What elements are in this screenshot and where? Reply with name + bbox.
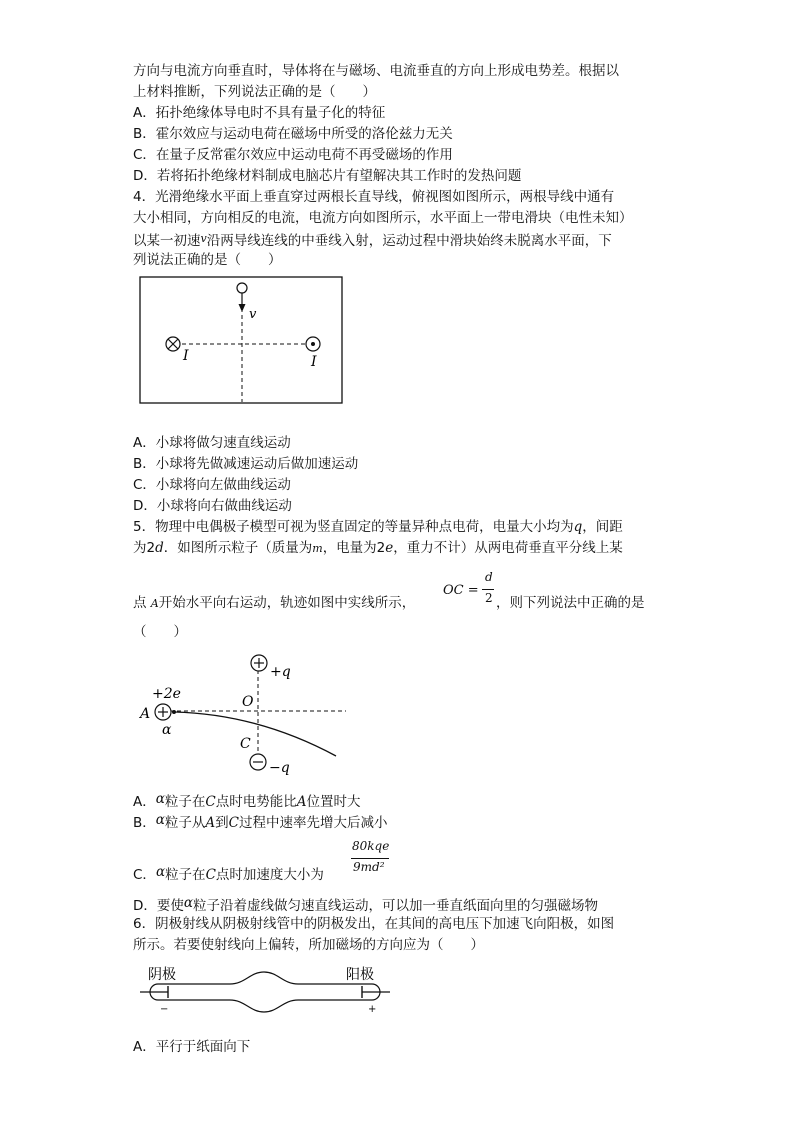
q5-label-minus-q: −q xyxy=(269,760,290,776)
q4-stem-line-2: 大小相同，方向相反的电流，电流方向如图所示，水平面上一带电滑块（电性未知） xyxy=(133,210,633,226)
label-minus: − xyxy=(160,1004,169,1014)
q5-option-b: B．α粒子从A到C过程中速率先增大后减小 xyxy=(133,812,388,831)
q5-label-a: A xyxy=(140,706,151,722)
q5-stem-line-4: （ ） xyxy=(133,624,187,640)
q3-option-b: B．霍尔效应与运动电荷在磁场中所受的洛伦兹力无关 xyxy=(133,126,453,142)
q4-label-v: v xyxy=(249,307,257,322)
q4-velocity-arrowhead xyxy=(239,304,246,312)
q5-label-plus-2e: +2e xyxy=(152,686,181,702)
oc-formula: OC = d 2 xyxy=(443,570,493,605)
q5-option-a: A．α粒子在C点时电势能比A位置时大 xyxy=(133,791,361,810)
q5-figure xyxy=(138,648,350,778)
q5-label-o: O xyxy=(242,694,254,710)
acceleration-formula xyxy=(349,839,399,879)
acceleration-numerator: 80kqe xyxy=(352,839,390,853)
label-anode: 阳极 xyxy=(346,967,374,983)
label-cathode: 阴极 xyxy=(148,967,176,983)
q5-label-plus-q: +q xyxy=(270,664,291,680)
tube-bottom-outline xyxy=(158,1000,372,1012)
q6-stem-line-1: 6．阴极射线从阴极射线管中的阴极发出，在其间的高电压下加速飞向阳极，如图 xyxy=(133,916,615,932)
q4-figure xyxy=(139,276,343,404)
tube-top-outline xyxy=(158,972,372,984)
q4-option-b: B．小球将先做减速运动后做加速运动 xyxy=(133,456,359,472)
q3-option-a: A．拓扑绝缘体导电时不具有量子化的特征 xyxy=(133,105,386,121)
q3-option-d: D．若将拓扑绝缘材料制成电脑芯片有望解决其工作时的发热问题 xyxy=(133,168,522,184)
q4-stem-line-1: 4．光滑绝缘水平面上垂直穿过两根长直导线，俯视图如图所示，两根导线中通有 xyxy=(133,189,615,205)
q5-option-c: C．α粒子在C点时加速度大小为 xyxy=(133,864,324,883)
intro-line-1: 方向与电流方向垂直时，导体将在与磁场、电流垂直的方向上形成电势差。根据以 xyxy=(133,63,619,79)
q5-label-alpha: α xyxy=(162,722,172,738)
q5-option-d: D．要使α粒子沿着虚线做匀速直线运动，可以加一垂直纸面向里的匀强磁场物 xyxy=(133,895,599,914)
oc-denominator: 2 xyxy=(485,591,493,605)
q4-option-d: D．小球将向右做曲线运动 xyxy=(133,498,292,514)
q6-figure xyxy=(140,962,392,1014)
q4-label-i-right: I xyxy=(311,354,317,370)
oc-numerator: d xyxy=(485,570,493,584)
q4-option-c: C．小球将向左做曲线运动 xyxy=(133,477,291,493)
label-plus: + xyxy=(368,1004,377,1014)
q5-stem-line-3: 点 A开始水平向右运动，轨迹如图中实线所示， xyxy=(133,595,416,611)
acceleration-fraction-bar xyxy=(351,858,389,859)
q4-slider-icon xyxy=(237,283,247,293)
q5-stem-line-3-tail: ，则下列说法中正确的是 xyxy=(496,595,645,611)
intro-line-2: 上材料推断，下列说法正确的是（ ） xyxy=(133,84,376,100)
q4-stem-line-4: 列说法正确的是（ ） xyxy=(133,252,282,268)
q4-label-i-left: I xyxy=(183,348,189,364)
acceleration-denominator: 9md² xyxy=(353,860,385,874)
q5-stem-line-1: 5．物理中电偶极子模型可视为竖直固定的等量异种点电荷，电量大小均为q，间距 xyxy=(133,519,623,535)
q6-option-a: A．平行于纸面向下 xyxy=(133,1039,251,1055)
q4-stem-line-3: 以某一初速$^v$沿两导线连线的中垂线入射，运动过程中滑块始终未脱离水平面，下 xyxy=(133,232,612,249)
q5-stem-line-2: 为2d．如图所示粒子（质量为m，电量为2e，重力不计）从两电荷垂直平分线上某 xyxy=(133,540,623,556)
q6-stem-line-2: 所示。若要使射线向上偏转，所加磁场的方向应为（ ） xyxy=(133,937,484,953)
q5-label-c: C xyxy=(240,736,251,752)
oc-fraction-bar xyxy=(482,589,494,590)
q3-option-c: C．在量子反常霍尔效应中运动电荷不再受磁场的作用 xyxy=(133,147,453,163)
particle-trajectory xyxy=(174,712,336,756)
q4-option-a: A．小球将做匀速直线运动 xyxy=(133,435,291,451)
